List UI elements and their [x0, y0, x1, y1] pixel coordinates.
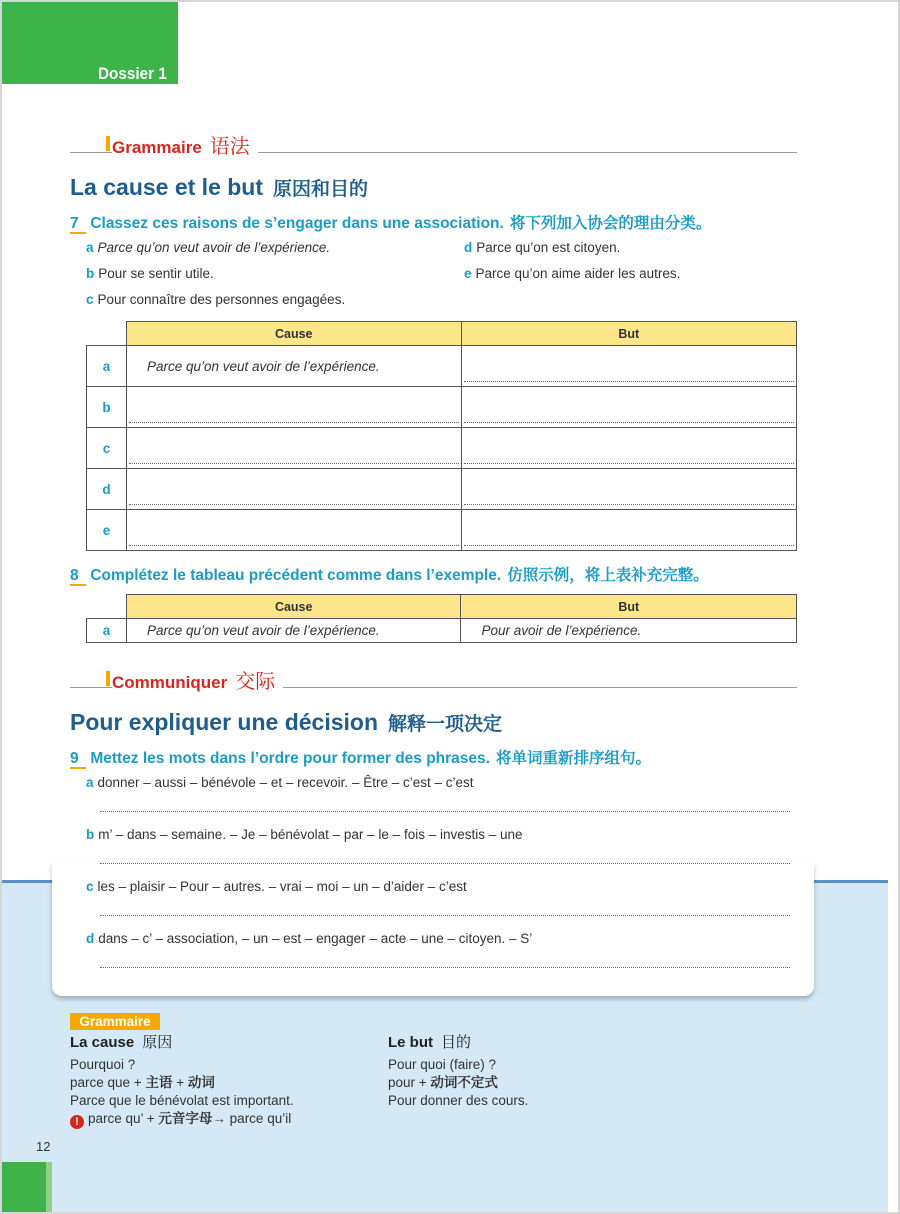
instruction-fr: Complétez le tableau précédent comme dans l’exemple.	[90, 567, 502, 584]
table-row: a Parce qu’on veut avoir de l’expérience.	[87, 346, 797, 387]
table-row: b	[87, 387, 797, 428]
exercise-number: 8	[70, 567, 86, 586]
answer-cell[interactable]	[461, 387, 796, 428]
page-title-decision	[70, 709, 502, 736]
answer-cell[interactable]	[461, 469, 796, 510]
section-label: Communiquer	[112, 673, 228, 692]
grammar-cause: La cause 原因 Pourquoi ? parce que + 主语 + 动词 Parce que le bénévolat est important. ! parce qu’ + 元音字母→ parce qu’il	[70, 1034, 294, 1128]
answer-line[interactable]	[100, 967, 790, 968]
exercise-number: 7	[70, 215, 86, 234]
list-item: d Parce qu’on est citoyen.	[464, 240, 621, 255]
title-fr: Pour expliquer une décision	[70, 709, 379, 735]
grammar-but: Le but 目的 Pour quoi (faire) ? pour + 动词不定式 Pour donner des cours.	[388, 1034, 529, 1108]
answer-cell[interactable]	[126, 510, 461, 551]
title-fr: La cause et le but	[70, 174, 264, 200]
exercise-7-instruction	[70, 211, 711, 234]
page-title-cause-but	[70, 174, 368, 201]
list-item: c Pour connaître des personnes engagées.	[86, 292, 346, 307]
example-cause: Parce qu’on veut avoir de l’expérience.	[126, 619, 461, 643]
list-item: a Parce qu’on veut avoir de l’expérience.	[86, 240, 331, 255]
grammar-badge: Grammaire	[70, 1013, 160, 1030]
example-but: Pour avoir de l’expérience.	[461, 619, 797, 643]
table-row: d	[87, 469, 797, 510]
table-row: c	[87, 428, 797, 469]
answer-cell[interactable]	[461, 428, 796, 469]
section-header-grammaire	[70, 132, 797, 156]
title-zh: 原因和目的	[273, 179, 369, 200]
section-header-communiquer	[70, 667, 797, 691]
dossier-label: Dossier 1	[98, 64, 167, 83]
answer-cell[interactable]	[126, 428, 461, 469]
section-label-zh: 语法	[209, 136, 250, 158]
column-header-cause: Cause	[126, 595, 461, 619]
list-item: b m’ – dans – semaine. – Je – bénévolat – par – le – fois – investis – une	[86, 827, 523, 842]
column-header-cause: Cause	[126, 322, 461, 346]
list-item: e Parce qu’on aime aider les autres.	[464, 266, 681, 281]
table-row: a Parce qu’on veut avoir de l’expérience. Pour avoir de l’expérience.	[87, 619, 797, 643]
cause-but-table	[86, 321, 797, 551]
instruction-fr: Mettez les mots dans l’ordre pour former des phrases.	[90, 750, 490, 767]
answer-cell[interactable]	[126, 387, 461, 428]
title-zh: 解释一项决定	[388, 714, 503, 735]
section-label: Grammaire	[112, 138, 202, 157]
page-corner-bar	[2, 1162, 46, 1212]
instruction-zh: 将单词重新排序组句。	[495, 750, 651, 767]
answer-cell[interactable]: Parce qu’on veut avoir de l’expérience.	[126, 346, 461, 387]
list-item: c les – plaisir – Pour – autres. – vrai – moi – un – d’aider – c’est	[86, 879, 467, 894]
page-corner-bar-light	[46, 1162, 52, 1212]
column-header-but: But	[461, 595, 797, 619]
page-number: 12	[36, 1139, 51, 1154]
answer-cell[interactable]	[126, 469, 461, 510]
exercise-9-instruction	[70, 746, 651, 769]
instruction-fr: Classez ces raisons de s’engager dans une association.	[90, 215, 504, 232]
answer-line[interactable]	[100, 863, 790, 864]
answer-cell[interactable]	[461, 510, 796, 551]
list-item: a donner – aussi – bénévole – et – recevoir. – Être – c’est – c’est	[86, 775, 474, 790]
column-header-but: But	[461, 322, 796, 346]
section-label-zh: 交际	[235, 671, 276, 693]
answer-cell[interactable]	[461, 346, 796, 387]
warning-icon: !	[70, 1115, 84, 1129]
instruction-zh: 仿照示例，将上表补充完整。	[507, 567, 709, 584]
table-row: e	[87, 510, 797, 551]
list-item: d dans – c’ – association, – un – est – engager – acte – une – citoyen. – S’	[86, 931, 533, 946]
exercise-8-instruction	[70, 563, 709, 586]
example-table	[86, 594, 797, 643]
instruction-zh: 将下列加入协会的理由分类。	[509, 215, 712, 232]
answer-line[interactable]	[100, 915, 790, 916]
answer-line[interactable]	[100, 811, 790, 812]
list-item: b Pour se sentir utile.	[86, 266, 214, 281]
exercise-number: 9	[70, 750, 86, 769]
